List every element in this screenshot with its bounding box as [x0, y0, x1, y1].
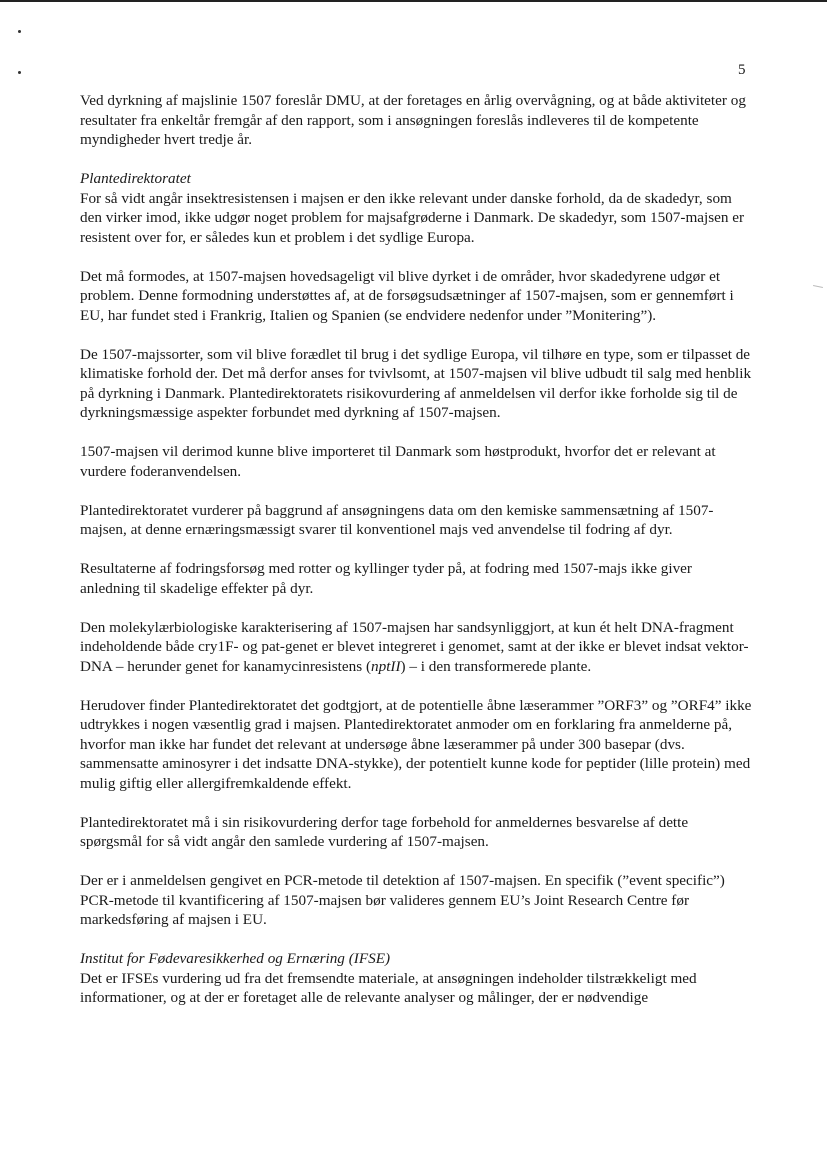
section-heading: Institut for Fødevaresikkerhed og Ernæring (IFSE)	[80, 950, 391, 967]
paragraph	[80, 618, 752, 677]
paragraph: Ved dyrkning af majslinie 1507 foreslår DMU, at der foretages en årlig overvågning, og at både aktiviteter og resultater fra enkeltår fremgår af den rapport, som i ansøgningen foreslås indleveres til de kompetente myndigheder hvert tredje år.	[80, 92, 746, 148]
paragraph: Det er IFSEs vurdering ud fra det fremsendte materiale, at ansøgningen indeholder tilstrækkeligt med informationer, og at der er foretaget alle de relevante analyser og målinger, der er nødvendige	[80, 969, 697, 1006]
paragraph: Resultaterne af fodringsforsøg med rotter og kyllinger tyder på, at fodring med 1507-majs ikke giver anledning til skadelige effekter på dyr.	[80, 560, 692, 597]
paragraph: Der er i anmeldelsen gengivet en PCR-metode til detektion af 1507-majsen. En specifik (”event specific”) PCR-metode til kvantificering af 1507-majsen bør valideres gennem EU’s Joint Research Centre før markedsføring af majsen i EU.	[80, 872, 725, 928]
document-body	[80, 91, 752, 1027]
section-heading: Plantedirektoratet	[80, 170, 191, 187]
paragraph-text: Den molekylærbiologiske karakterisering af 1507-majsen har sandsynliggjort, at kun ét helt DNA-fragment indeholdende både cry1F- og pat-genet er blevet integreret i genomet, samt at der ikke er blevet indsat vektor-DNA – herunder genet for kanamycinresistens (	[80, 618, 749, 675]
scan-margin-mark	[813, 285, 823, 288]
page-number: 5	[738, 62, 746, 78]
paragraph: Plantedirektoratet vurderer på baggrund af ansøgningens data om den kemiske sammensætning af 1507-majsen, at denne ernæringsmæssigt svarer til konventionel majs ved anvendelse til fodring af dyr.	[80, 501, 714, 538]
gene-name: nptII	[371, 657, 401, 675]
paragraph: For så vidt angår insektresistensen i majsen er den ikke relevant under danske forhold, da de skadedyr, som den virker imod, ikke udgør noget problem for majsafgrøderne i Danmark. De skadedyr, som 1507-majsen er resistent over for, er således kun et problem i det sydlige Europa.	[80, 189, 745, 246]
paragraph-text: ) – i den transformerede plante.	[400, 657, 592, 675]
scan-speck	[18, 30, 21, 33]
paragraph: De 1507-majssorter, som vil blive forædlet til brug i det sydlige Europa, vil tilhøre en type, som er tilpasset de klimatiske forhold der. Det må derfor anses for tvivlsomt, at 1507-majsen vil blive udbudt til salg med henblik på dyrkning i Danmark. Plantedirektoratets risikovurdering af anmeldelsen vil derfor ikke forholde sig til de dyrkningsmæssige aspekter forbundet med dyrkning af 1507-majsen.	[80, 345, 752, 421]
paragraph: 1507-majsen vil derimod kunne blive importeret til Danmark som høstprodukt, hvorfor det er relevant at vurdere foderanvendelsen.	[80, 443, 716, 480]
paragraph: Det må formodes, at 1507-majsen hovedsageligt vil blive dyrket i de områder, hvor skadedyrene udgør et problem. Denne formodning understøttes af, at de forsøgsudsætninger af 1507-majsen, som er gennemført i EU, har fundet sted i Frankrig, Italien og Spanien (se endvidere nedenfor under ”Monitering”).	[80, 267, 734, 324]
scan-speck	[18, 71, 21, 74]
scan-top-edge	[0, 0, 827, 2]
paragraph: Plantedirektoratet må i sin risikovurdering derfor tage forbehold for anmeldernes besvarelse af dette spørgsmål for så vidt angår den samlede vurdering af 1507-majsen.	[80, 813, 689, 850]
paragraph: Herudover finder Plantedirektoratet det godtgjort, at de potentielle åbne læserammer ”ORF3” og ”ORF4” ikke udtrykkes i nogen væsentlig grad i majsen. Plantedirektoratet anmoder om en forklaring fra anmelderne på, hvorfor man ikke har fundet det relevant at undersøge åbne læserammer på under 300 basepar (dvs. sammensatte aminosyrer i det indsatte DNA-stykke), der potentielt kunne kode for peptider (lille protein) med mulig giftig eller allergifremkaldende effekt.	[80, 696, 752, 792]
